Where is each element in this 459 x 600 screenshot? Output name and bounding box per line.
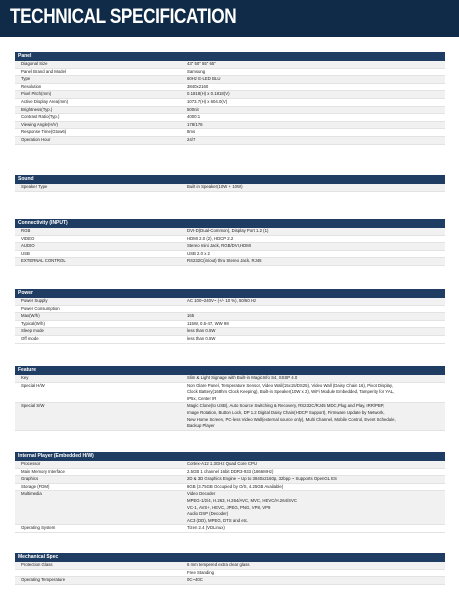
spec-row [15,525,445,533]
spec-row [15,129,445,137]
spec-label: Special H/W [21,382,45,388]
spec-value: RS232C(in/out) thru Stereo Jack, RJ45 [187,258,262,264]
spec-value [187,469,445,476]
spec-label: Speaker Type [21,184,48,189]
spec-row [15,236,445,244]
spec-row [15,375,445,383]
spec-label: Diagonal Size [21,61,48,66]
power-section [15,289,445,344]
spec-row [15,469,445,477]
spec-label: RGB [21,228,31,233]
spec-row [15,403,445,430]
spec-value-line: Slim & Light Signage with Built-in MagicInfo S4, SSSP 4.0 [187,375,298,380]
spec-label: EXTERNAL CONTROL [21,258,66,264]
spec-row [15,321,445,329]
spec-row [15,137,445,145]
spec-value: 178/178 [187,121,203,127]
spec-value-line: MPEG-1/2/4, H.263, H.264/AVC, MVC, HEVC/H.264/SVC [187,497,298,503]
spec-value [187,525,445,532]
spec-row [15,84,445,92]
spec-row [15,570,445,578]
spec-value: DVI-D(Dual-Common), Display Port 1.2 (1) [187,228,269,233]
spec-value-line: 0C~40C [187,577,203,583]
spec-value [187,306,445,313]
spec-value: 165 [187,313,195,319]
spec-value: 3840x2160 [187,83,209,89]
spec-label: Power Consumption [21,305,60,311]
page-title: TECHNICAL SPECIFICATION [10,5,237,28]
mechanical-section [15,553,445,585]
spec-label: Power Supply [21,298,48,303]
power-section-title: Power [15,289,445,298]
spec-row [15,577,445,585]
spec-value-line: Tizen 2.4 (VDLinux) [187,525,225,531]
spec-label: Contrast Ratio(Typ.) [21,114,60,120]
spec-value-line: Cortex-A12 1.3GHz Quad Core CPU [187,461,257,466]
spec-value-line: 2.5GB 1 channel 16bit DDR3-933 (1866MHz) [187,468,274,474]
spec-value-line: Magic Clone(to USB), Auto Source Switching & Recovery, RS232C/RJ45 MDC,Plug and Play, IRR/PBP, [187,403,385,409]
spec-label: Active Display Area(mm) [21,98,69,104]
spec-value [187,562,445,569]
spec-row [15,484,445,492]
spec-value: Stereo mini Jack, RGB/DVI,HDMI [187,243,251,249]
spec-value-line: 8GB (3.75GB Occupied by O/S, 4.25GB Available) [187,483,284,489]
spec-row [15,99,445,107]
spec-row [15,91,445,99]
spec-row [15,243,445,251]
spec-row [15,328,445,336]
feature-section-title: Feature [15,366,445,375]
spec-value: 43" 50" 55" 65" [187,61,216,66]
spec-value: Samsung [187,68,206,74]
spec-value: AC 100~240V~ (+/- 10 %), 50/60 Hz [187,298,257,303]
spec-label: Sleep mode [21,328,44,334]
spec-label: Special S/W [21,403,45,409]
spec-value [187,383,445,403]
spec-label: Multimedia [21,491,42,497]
spec-label: Protection Glass [21,562,53,567]
spec-row [15,107,445,115]
spec-value: 4000:1 [187,114,201,120]
spec-value [187,476,445,483]
spec-value [187,491,445,524]
spec-row [15,298,445,306]
panel-section-title: Panel [15,52,445,61]
sound-section-title: Sound [15,175,445,184]
spec-label: VIDEO [21,235,35,241]
spec-value-line: Audio DSP (Decoder) [187,511,229,517]
spec-value: 24/7 [187,136,196,142]
spec-value [187,403,445,429]
spec-value: HDMI 2.0 (2), HDCP 2.2 [187,235,234,241]
spec-label: Storage (FDM) [21,483,50,489]
spec-row [15,476,445,484]
spec-value: 500nit [187,106,199,112]
spec-label: Operating Temperature [21,577,66,583]
spec-value: 60Hz E-LED BLU [187,76,221,82]
spec-row [15,76,445,84]
connectivity-section-title: Connectivity (INPUT) [15,219,445,228]
spec-row [15,313,445,321]
spec-label: Operating System [21,525,56,531]
spec-value-line: 2D & 3D Graphics Engine ~ Up to 3840x2160p, 32bpp ~ Supports OpenGL ES [187,476,337,482]
spec-label: Brightness(Typ.) [21,106,53,112]
spec-value-line: Free Standing [187,569,214,575]
spec-label: Operation Hour [21,136,51,142]
spec-row [15,61,445,69]
page-header [0,0,459,37]
spec-row [15,562,445,570]
spec-label: Response Time(Gtow6) [21,129,67,135]
spec-row [15,336,445,344]
spec-label: Panel Brand and Model [21,68,66,74]
spec-label: Off mode [21,335,39,341]
spec-row [15,184,445,192]
spec-value [187,375,445,382]
spec-label: Type [21,76,31,82]
spec-value: 0.1818(H) x 0.1818(V) [187,91,230,97]
spec-row [15,461,445,469]
spec-row [15,383,445,404]
spec-value [187,570,445,577]
spec-row [15,258,445,266]
spec-value: less than 0.5W [187,328,216,334]
spec-row [15,306,445,314]
spec-value-line: Non Glare Panel, Temperature Sensor, Video Wall(15x15/DS25), Video Wall (Daisy Chain 16), Pivot Display, [187,382,393,388]
spec-label: AUDIO [21,243,35,249]
spec-label [15,570,187,577]
spec-row [15,251,445,259]
spec-value-line: Video Decoder [187,491,216,497]
panel-section [15,52,445,145]
spec-label: Main Memory Interface [21,468,65,474]
spec-row [15,228,445,236]
spec-value: less than 0.5W [187,335,216,341]
sound-section [15,175,445,192]
player-section [15,452,445,533]
spec-value: 8ms [187,129,196,135]
spec-value [187,461,445,468]
spec-value-line: New Home Screen, PC-less Video Wall(external source only), Multi Channel, Mobile Control, Event Schedule, [187,416,396,422]
spec-label: Key [21,375,29,380]
mechanical-section-title: Mechanical Spec [15,553,445,562]
spec-value: USB 2.0 x 2 [187,250,210,256]
spec-label: Max(W/h) [21,313,40,319]
spec-value-line: Clock Battery(168hrs Clock Keeping), Built-in Speaker(10W x 2), WiFi Module Embedded, Tamperity for YAL, [187,389,395,395]
spec-label: Processor [21,461,41,466]
connectivity-section [15,219,445,266]
spec-value-line: 6 mm tempered extra clear glass [187,562,250,567]
feature-section [15,366,445,431]
spec-value-line: AC3 (DD), MPEG, DTS and etc. [187,517,249,523]
spec-label: Graphics [21,476,39,482]
spec-value [187,484,445,491]
spec-row [15,491,445,525]
spec-row [15,122,445,130]
spec-value-line: IP5x, Center IR [187,395,217,401]
spec-label: Typical(W/h) [21,320,45,326]
player-section-title: Internal Player (Embedded H/W) [15,452,445,461]
spec-value-line: Backup Player [187,423,215,429]
spec-value [187,577,445,584]
spec-value-line: Image Rotation, Button Lock, DP 1.2 Digital Daisy Chain(HDCP Support), Firmware Update by Network, [187,409,385,415]
spec-value: 1073.7(H) x 604.0(V) [187,98,228,104]
spec-value: 115W, 0.5-47, WW 98 [187,320,229,326]
spec-row [15,69,445,77]
spec-value: Built in Speaker(10W + 10W) [187,184,243,189]
spec-label: Viewing Angle(H/V) [21,121,58,127]
spec-label: USB [21,250,30,256]
spec-row [15,114,445,122]
spec-value-line: VC-1, AVS+, HEVC, JPEG, PNG, VP8, VP9 [187,504,271,510]
spec-label: Pixel Pitch(mm) [21,91,52,97]
spec-label: Resolution [21,83,42,89]
